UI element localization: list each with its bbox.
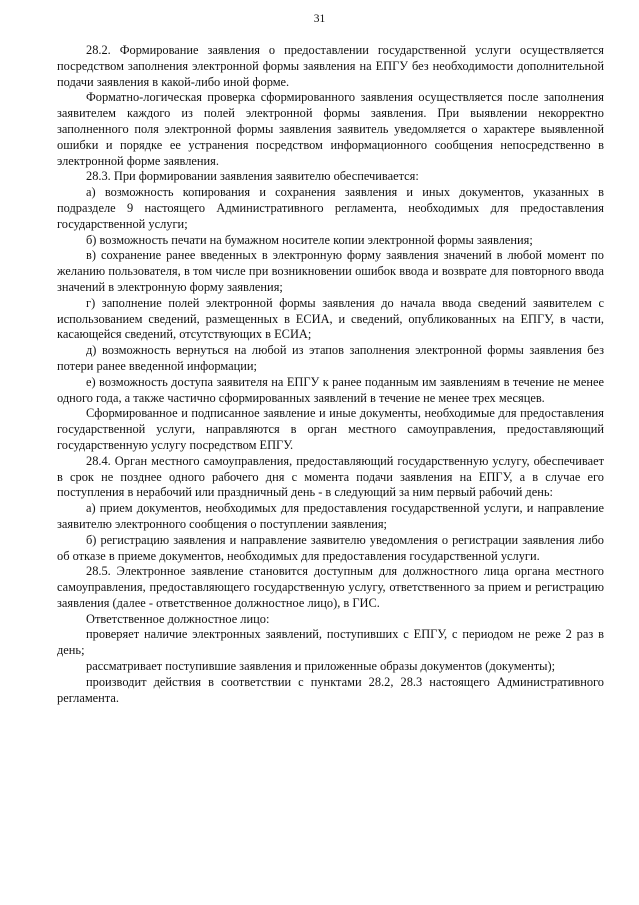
list-item-a-2: а) прием документов, необходимых для предоставления государственной услуги, и направление заявителю электронного сообщения о поступлении заявления; bbox=[57, 501, 604, 531]
paragraph-28-2: 28.2. Формирование заявления о предоставлении государственной услуги осуществляется посредством заполнения электронной формы заявления на ЕПГУ без необходимости дополнительной подачи заявления в какой-либо иной форме. bbox=[57, 43, 604, 89]
list-item-e: е) возможность доступа заявителя на ЕПГУ к ранее поданным им заявлениям в течение не менее одного года, а также частично сформированных заявлений в течение не менее трех месяцев. bbox=[57, 374, 604, 405]
paragraph-28-3: 28.3. При формировании заявления заявителю обеспечивается: bbox=[86, 169, 419, 184]
list-item-g: г) заполнение полей электронной формы заявления до начала ввода сведений заявителем с использованием сведений, размещенных в ЕСИА, и сведений, опубликованных на ЕПГУ, в части, касающейся сведений, отсутствующих в ЕСИА; bbox=[57, 295, 604, 342]
paragraph-28-5: 28.5. Электронное заявление становится доступным для должностного лица органа местного самоуправления, предоставляющего государственную услугу, ответственного за прием и регистрацию заявления (далее - ответственное должностное лицо), в ГИС. bbox=[57, 564, 604, 610]
duty-review-applications: рассматривает поступившие заявления и приложенные образы документов (документы); bbox=[86, 659, 556, 674]
list-item-d: д) возможность вернуться на любой из этапов заполнения электронной формы заявления без потери ранее введенной информации; bbox=[57, 343, 604, 373]
document-body bbox=[57, 43, 604, 706]
page-number: 31 bbox=[313, 13, 326, 25]
list-item-b: б) возможность печати на бумажном носителе копии электронной формы заявления; bbox=[86, 232, 533, 247]
paragraph-submission: Сформированное и подписанное заявление и иные документы, необходимые для предоставления государственной услуги, направляются в орган местного самоуправления, предоставляющий государственную услугу посредством ЕПГУ. bbox=[57, 406, 604, 452]
paragraph-28-4: 28.4. Орган местного самоуправления, предоставляющий государственную услугу, обеспечивает в срок не позднее одного рабочего дня с момента подачи заявления на ЕПГУ, а в случае его поступления в нерабочий или праздничный день - в следующий за ним первый рабочий день: bbox=[57, 453, 604, 500]
list-item-a: а) возможность копирования и сохранения заявления и иных документов, указанных в подразделе 9 настоящего Административного регламента, необходимых для предоставления государственной услуги; bbox=[57, 185, 604, 231]
list-item-b-2: б) регистрацию заявления и направление заявителю уведомления о регистрации заявления либо об отказе в приеме документов, необходимых для предоставления государственной услуги. bbox=[57, 532, 604, 563]
duty-perform-actions: производит действия в соответствии с пунктами 28.2, 28.3 настоящего Административного регламента. bbox=[57, 674, 604, 705]
duty-check-applications: проверяет наличие электронных заявлений, поступивших с ЕПГУ, с периодом не реже 2 раз в день; bbox=[57, 627, 604, 658]
list-item-v: в) сохранение ранее введенных в электронную форму заявления значений в любой момент по желанию пользователя, в том числе при возникновении ошибок ввода и возврате для повторного ввода значений в электронную форму заявления; bbox=[57, 248, 604, 294]
paragraph-responsible-official: Ответственное должностное лицо: bbox=[86, 611, 270, 626]
paragraph-format-check: Форматно-логическая проверка сформированного заявления осуществляется после заполнения заявителем каждого из полей электронной формы заявления. При выявлении некорректно заполненного поля электронной формы заявления заявитель уведомляется о характере выявленной ошибки и порядке ее устранения посредством информационного сообщения непосредственно в электронной форме заявления. bbox=[57, 90, 604, 168]
